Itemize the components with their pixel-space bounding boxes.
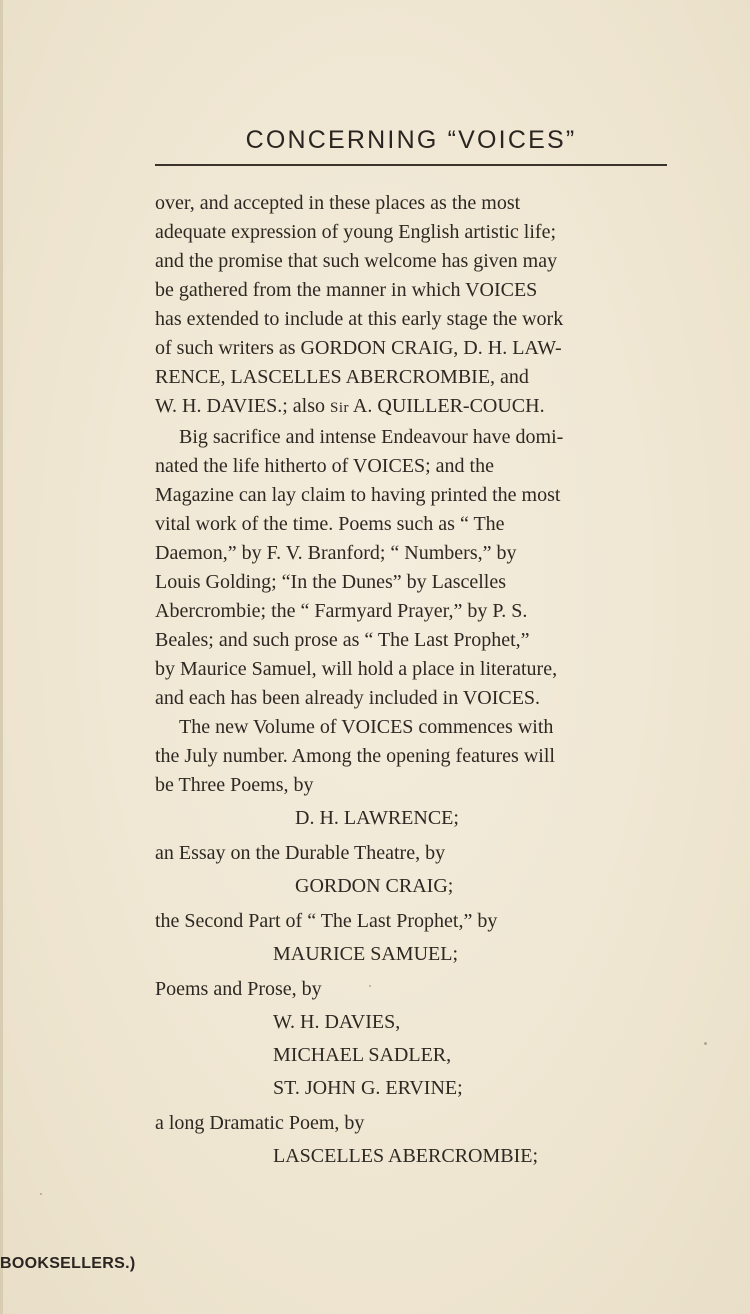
author-name: GORDON CRAIG; <box>295 875 454 897</box>
text-line: and each has been already included in VOICES. <box>155 687 541 709</box>
title-rule <box>155 164 667 166</box>
text-line: Louis Golding; “In the Dunes” by Lascelles <box>155 571 507 593</box>
author-name: W. H. DAVIES, <box>273 1011 401 1033</box>
author-name: D. H. LAWRENCE; <box>295 807 459 829</box>
small-caps-sir: Sir <box>330 400 350 416</box>
feature-intro: an Essay on the Durable Theatre, by <box>155 842 446 864</box>
author-name: MAURICE SAMUEL; <box>273 943 459 965</box>
feature-intro: the Second Part of “ The Last Prophet,” by <box>155 910 498 932</box>
text-line: be gathered from the manner in which VOICES <box>155 279 538 301</box>
text-line-last <box>155 392 667 423</box>
text-line: over, and accepted in these places as the most <box>155 192 521 214</box>
author-name: ST. JOHN G. ERVINE; <box>273 1077 463 1099</box>
text-line: adequate expression of young English artistic life; <box>155 221 557 243</box>
author-name: MICHAEL SADLER, <box>273 1044 452 1066</box>
text-line: and the promise that such welcome has given may <box>155 250 558 272</box>
body-text <box>155 189 667 1171</box>
text-line: be Three Poems, by <box>155 774 314 796</box>
page-title: CONCERNING “VOICES” <box>245 126 577 154</box>
text-line: RENCE, LASCELLES ABERCROMBIE, and <box>155 366 529 388</box>
text-line: vital work of the time. Poems such as “ The <box>155 513 505 535</box>
paper-speck <box>369 985 371 987</box>
text-span: A. QUILLER-COUCH. <box>349 395 545 417</box>
paragraph-1 <box>155 189 667 423</box>
footer-fragment: BOOKSELLERS.) <box>0 1255 136 1272</box>
text-line: The new Volume of VOICES commences with <box>179 716 554 738</box>
page-left-edge <box>0 0 3 1314</box>
feature-list <box>155 804 667 1171</box>
text-line: nated the life hitherto of VOICES; and the <box>155 455 494 477</box>
paragraph-2 <box>155 423 667 713</box>
text-line: the July number. Among the opening features will <box>155 745 555 767</box>
paper-speck <box>704 1042 707 1045</box>
text-line: of such writers as GORDON CRAIG, D. H. LAW- <box>155 337 562 359</box>
text-line: by Maurice Samuel, will hold a place in literature, <box>155 658 558 680</box>
paragraph-3 <box>155 713 667 800</box>
feature-intro: Poems and Prose, by <box>155 978 322 1000</box>
text-line: has extended to include at this early stage the work <box>155 308 564 330</box>
text-line: Big sacrifice and intense Endeavour have domi- <box>179 426 564 448</box>
text-line: Abercrombie; the “ Farmyard Prayer,” by P. S. <box>155 600 528 622</box>
feature-intro: a long Dramatic Poem, by <box>155 1112 365 1134</box>
text-line: Beales; and such prose as “ The Last Prophet,” <box>155 629 530 651</box>
text-line: Daemon,” by F. V. Branford; “ Numbers,” by <box>155 542 517 564</box>
text-line: Magazine can lay claim to having printed the most <box>155 484 561 506</box>
author-name: LASCELLES ABERCROMBIE; <box>273 1145 539 1167</box>
paper-speck <box>40 1193 42 1195</box>
text-span: W. H. DAVIES.; also <box>155 395 331 417</box>
